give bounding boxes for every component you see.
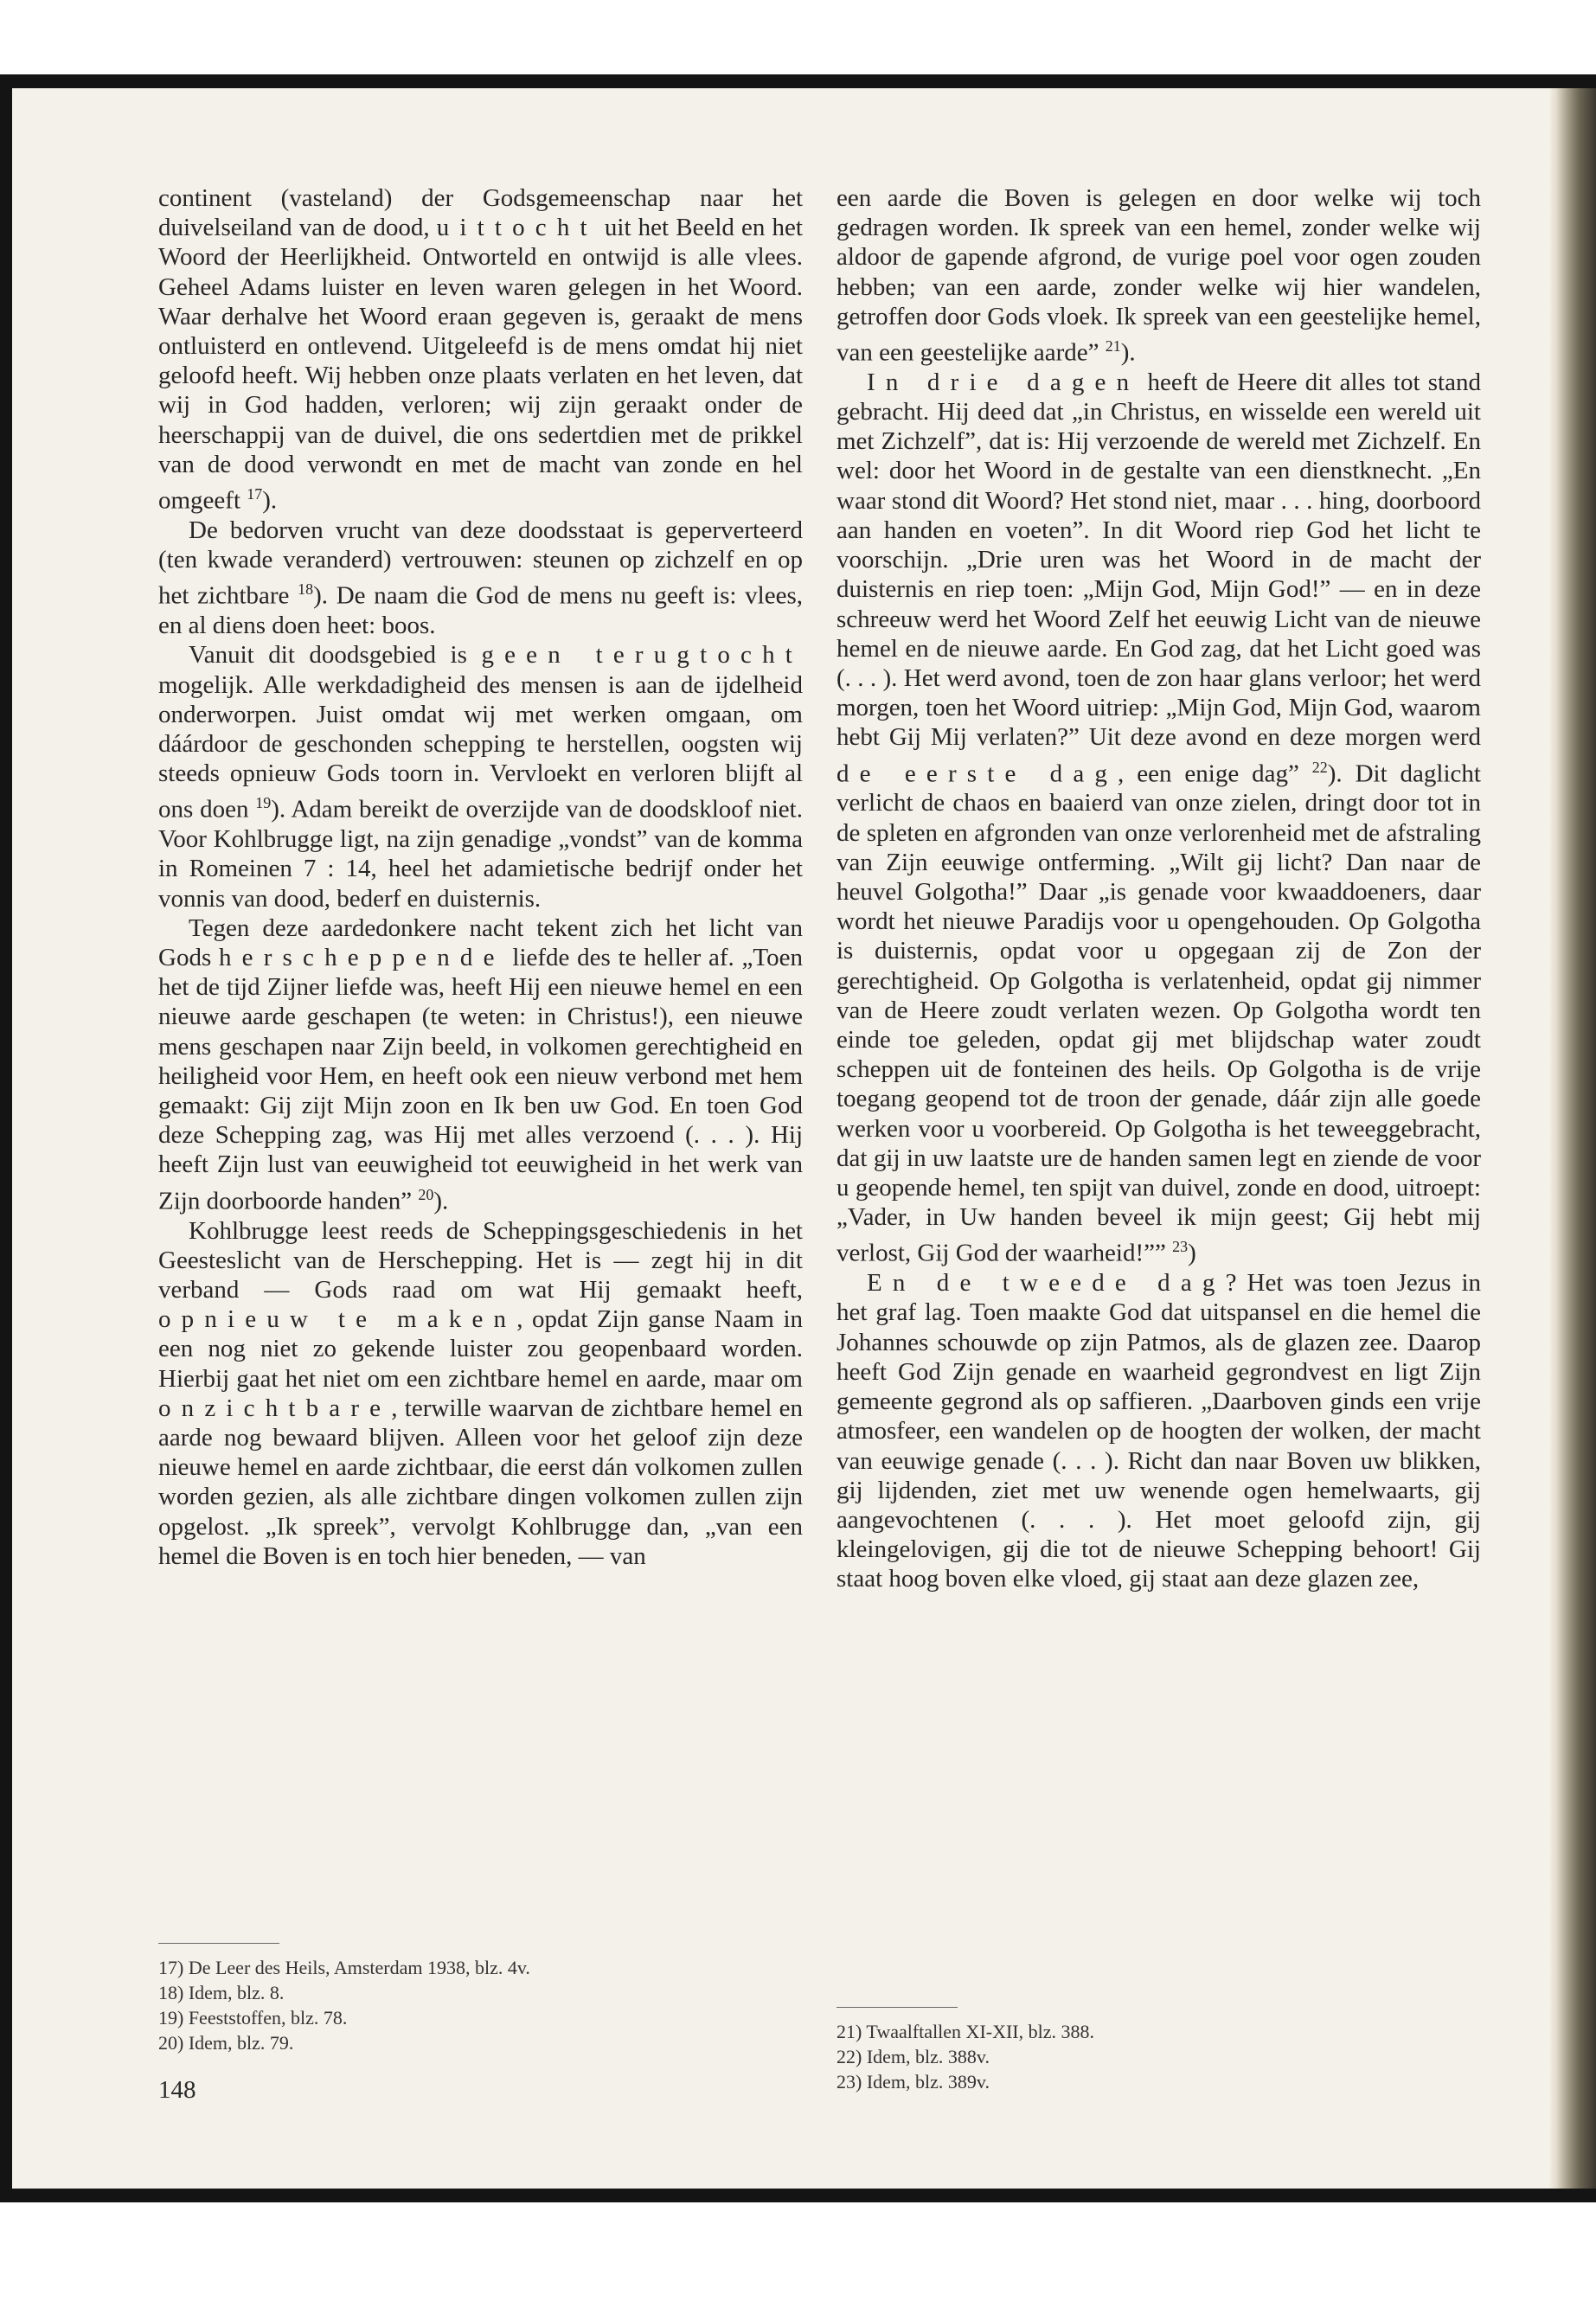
spaced-emphasis: onzichtbare — [158, 1394, 392, 1422]
spaced-emphasis: geen terugtocht — [481, 641, 803, 670]
paragraph: Tegen deze aardedonkere nacht tekent zich het licht van Gods herscheppende liefde des te heller af. „Toen het de tijd Zijner liefde was, heeft Hij een nieuwe hemel en een nieuwe aarde geschapen (te weten: in Christus!), een nieuwe mens geschapen naar Zijn beeld, in volkomen gerechtigheid en heiligheid voor Hem, en heeft ook een nieuw verbond met hem gemaakt: Gij zijt Mijn zoon en Ik ben uw God. En toen God deze Schepping zag, was Hij met alles verzoend (. . . ). Hij heeft Zijn lust van eeuwigheid tot eeuwigheid in het werk van Zijn doorboorde handen” $^{20}$). — [158, 913, 803, 1215]
footnote-separator — [836, 2007, 958, 2008]
paragraph: De bedorven vrucht van deze doodsstaat is geperverteerd (ten kwade veranderd) vertrouwen: steunen op zichzelf en op het zichtbare $^{18}$). De naam die God de mens nu geeft is: vlees, en al diens doen heet: boos. — [158, 516, 803, 640]
right-column — [836, 183, 1481, 1594]
footnote: 21) Twaalftallen XI-XII, blz. 388. — [836, 2021, 1095, 2042]
spaced-emphasis: de eerste dag — [836, 760, 1118, 788]
paragraph: een aarde die Boven is gelegen en door welke wij toch gedragen worden. Ik spreek van een hemel, zonder welke wij aldoor de gapende afgrond, de vurige poel voor ogen zouden hebben; van een aarde, zonder welke wij hier wandelen, getroffen door Gods vloek. Ik spreek van een geestelijke hemel, van een geestelijke aarde” $^{21}$). — [836, 184, 1481, 367]
spaced-emphasis: uittocht — [436, 214, 598, 242]
spaced-emphasis: In drie dagen — [867, 368, 1140, 396]
paragraph: Kohlbrugge leest reeds de Scheppingsgeschiedenis in het Geesteslicht van de Herschepping. Het is — zegt hij in dit verband — Gods raad om wat Hij gemaakt heeft, opnieuw te maken, opdat Zijn ganse Naam in een nog niet zo gekende luister zou geopenbaard worden. Hierbij gaat het niet om een zichtbare hemel en aarde, maar om onzichtbare, terwille waarvan de zichtbare hemel en aarde nog bewaard blijven. Alleen voor het geloof zijn deze nieuwe hemel en aarde zichtbaar, die eerst dán volkomen zullen worden gezien, als alle zichtbare dingen volkomen zullen zijn opgelost. „Ik spreek”, vervolgt Kohlbrugge dan, „van een hemel die Boven is en toch hier beneden, — van — [158, 1216, 804, 1570]
paragraph: Vanuit dit doodsgebied is geen terugtocht mogelijk. Alle werkdadigheid des mensen is aan de ijdelheid onderworpen. Juist omdat wij met werken omgaan, om dáárdoor de geschonden schepping te herstellen, oogsten wij steeds opnieuw Gods toorn in. Vervloekt en verloren blijft al ons doen $^{19}$). Adam bereikt de overzijde van de doodskloof niet. Voor Kohlbrugge ligt, na zijn genadige „vondst” van de komma in Romeinen 7 : 14, heel het adamietische bedrijf onder het vonnis van dood, bederf en duisternis. — [158, 641, 803, 913]
paragraph: continent (vasteland) der Godsgemeenschap naar het duivelseiland van de dood, uittocht uit het Beeld en het Woord der Heerlijkheid. Ontworteld en ontwijd is alle vlees. Geheel Adams luister en leven waren gelegen in het Woord. Waar derhalve het Woord eraan gegeven is, geraakt de mens ontluisterd en ontlevend. Uitgeleefd is de mens omdat hij niet geloofd heeft. Wij hebben onze plaats verlaten en het leven, dat wij in God hadden, verloren; wij zijn geraakt onder de heerschappij van de duivel, die ons sedertdien met de prikkel van de dood verwondt en met de macht van zonde en hel omgeeft $^{17}$). — [158, 184, 803, 515]
footnote: 19) Feeststoffen, blz. 78. — [158, 2007, 348, 2029]
page-number: 148 — [158, 2076, 196, 2104]
footnotes-left — [158, 1955, 530, 2055]
footnote-ref: 18 — [298, 580, 314, 599]
book-spine — [1548, 88, 1596, 2189]
footnote: 22) Idem, blz. 388v. — [836, 2046, 990, 2067]
spaced-emphasis: herscheppende — [218, 944, 505, 972]
footnote: 17) De Leer des Heils, Amsterdam 1938, blz. 4v. — [158, 1957, 530, 1978]
footnote-ref: 20 — [418, 1185, 434, 1203]
footnotes-right — [836, 2019, 1094, 2094]
footnote-ref: 17 — [247, 485, 263, 503]
footnote-ref: 19 — [255, 794, 272, 812]
footnote-ref: 21 — [1105, 337, 1121, 356]
footnote-separator — [158, 1943, 279, 1944]
footnote: 20) Idem, blz. 79. — [158, 2032, 294, 2054]
paragraph: En de tweede dag? Het was toen Jezus in het graf lag. Toen maakte God dat uitspansel en die hemel die Johannes schouwde op zijn Patmos, als de glazen zee. Daarop heeft God Zijn genade en waarheid gegrondvest en ligt Zijn gemeente gegrond als op saffieren. „Daarboven ginds een vrije atmosfeer, een wandelen op de hoogten der wolken, der macht van eeuwige genade (. . . ). Richt dan naar Boven uw blikken, gij lijdenden, ziet met uw wenende ogen hemelwaarts, gij aangevochtenen (. . . ). Het moet geloofd zijn, gij kleingelovigen, gij die tot de nieuwe Schepping behoort! Gij staat hoog boven elke vloed, gij staat aan deze glazen zee, — [836, 1269, 1481, 1593]
spaced-emphasis: opnieuw te maken — [158, 1305, 517, 1334]
spaced-emphasis: En de tweede dag — [867, 1269, 1226, 1298]
bottom-margin — [0, 2202, 1596, 2301]
footnote: 18) Idem, blz. 8. — [158, 1982, 285, 2003]
left-column — [158, 183, 803, 1571]
footnote: 23) Idem, blz. 389v. — [836, 2071, 990, 2093]
footnote-ref: 23 — [1172, 1238, 1189, 1256]
footnote-ref: 22 — [1311, 758, 1328, 776]
top-margin — [0, 0, 1596, 74]
paragraph: In drie dagen heeft de Heere dit alles tot stand gebracht. Hij deed dat „in Christus, en wisselde een wereld uit met Zichzelf”, dat is: Hij verzoende de wereld met Zichzelf. En wel: door het Woord in de gestalte van een dienstknecht. „En waar stond dit Woord? Het stond niet, maar . . . hing, doorboord aan handen en voeten”. In dit Woord riep God het licht te voorschijn. „Drie uren was het Woord in de macht der duisternis en riep toen: „Mijn God, Mijn God!” — en in deze schreeuw werd het Woord Zelf het eeuwig Licht van de nieuwe hemel en de nieuwe aarde. En God zag, dat het Licht goed was (. . . ). Het werd avond, toen de zon haar glans verloor; het werd morgen, toen het Woord uitriep: „Mijn God, Mijn God, waarom hebt Gij Mij verlaten?” Uit deze avond en deze morgen werd de eerste dag, een enige dag” $^{22}$). Dit daglicht verlicht de chaos en baaierd van onze zielen, dringt door tot in de spleten en afgronden van onze verlorenheid met de afstraling van Zijn eeuwige ontferming. „Wilt gij licht? Dan naar de heuvel Golgotha!” Daar „is genade voor kwaaddoeners, daar wordt het nieuwe Paradijs voor u opengehouden. Op Golgotha is duisternis, opdat voor u opgegaan zij de Zon der gerechtigheid. Op Golgotha is verlatenheid, opdat gij nimmer van de Heere zoudt verlaten wezen. Op Golgotha wordt ten einde toe geleden, opdat gij met blijdschap water zoudt scheppen uit de fonteinen des heils. Op Golgotha is de vrije toegang geopend tot de troon der genade, dáár zijn alle goede werken voor u voorbereid. Op Golgotha is het teweeggebracht, dat gij in uw laatste ure de handen samen legt en ziende de voor u geopende hemel, ten spijt van duivel, zonde en dood, uitroept: „Vader, in Uw handen beveel ik mijn geest; Gij hebt mij verlost, Gij God der waarheid!”” $^{23}$) — [836, 368, 1481, 1268]
